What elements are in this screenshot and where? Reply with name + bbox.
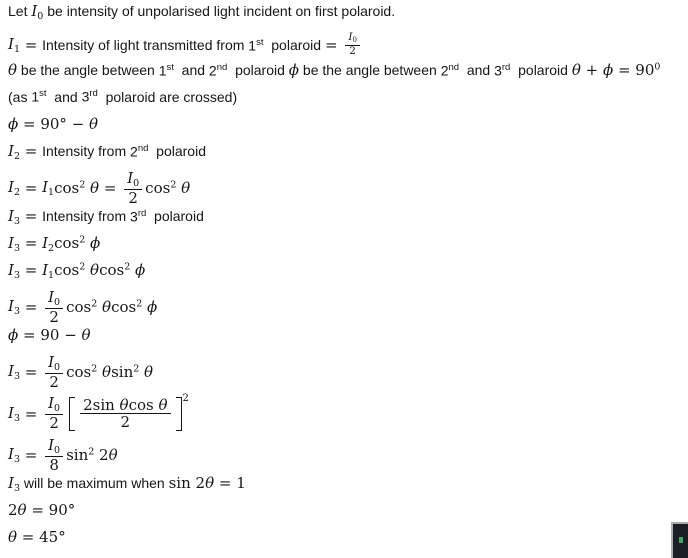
text-run: 3rd (130, 207, 147, 224)
derivation-line-8 (8, 207, 680, 234)
text-run: polaroid (146, 208, 204, 224)
polaroid-derivation-content (8, 2, 680, 555)
fraction (45, 289, 63, 326)
math-token: 2 (120, 413, 131, 431)
math-token: θ (89, 115, 99, 133)
superscript: 2 (79, 261, 86, 273)
text-run: Let (8, 3, 32, 19)
derivation-line-12 (8, 326, 680, 353)
subscript: 0 (352, 36, 357, 45)
math-token: = $90^0$ (613, 61, 661, 79)
math-token: = (19, 142, 43, 160)
math-token: = (19, 179, 43, 197)
fraction (124, 170, 142, 207)
math-token: = 90 − (18, 326, 82, 344)
derivation-line-11 (8, 288, 680, 326)
math-token: 2 (49, 372, 59, 391)
math-token: I0 (348, 31, 357, 45)
subscript: 2 (13, 187, 20, 198)
superscript: nd (216, 61, 228, 73)
subscript: 1 (48, 270, 55, 281)
text-run: polaroid (263, 37, 325, 53)
math-token: θ (97, 298, 112, 316)
text-run: and (46, 88, 82, 105)
math-token: = 90° − (18, 115, 90, 133)
superscript: 2 (79, 179, 86, 191)
math-token: θ (85, 179, 100, 197)
math-token: $I_1$ (8, 35, 20, 55)
text-run: polaroid are crossed) (97, 88, 238, 105)
math-token: = (19, 234, 43, 252)
fraction-numerator (345, 32, 360, 45)
math-token: $I_0$ (48, 287, 61, 308)
subscript: 3 (13, 216, 20, 227)
math-token: = 1 (214, 474, 246, 492)
derivation-line-18 (8, 528, 680, 555)
math-token: $\cos^2$ (111, 298, 143, 316)
math-token: $I_0$ (48, 352, 61, 373)
math-token: θ (81, 326, 91, 344)
superscript: nd (137, 142, 149, 154)
superscript: st (166, 61, 174, 73)
fraction-numerator (45, 437, 63, 456)
math-token: ϕ (85, 234, 101, 252)
math-token: $I_3$ (8, 403, 20, 424)
math-token: θ (85, 261, 100, 279)
text-run: 1st (248, 36, 264, 54)
text-run: (as (8, 88, 32, 105)
subscript: 0 (54, 403, 61, 415)
math-token: 2 (349, 45, 356, 58)
math-token: = 90° (26, 501, 76, 519)
math-token: θ (8, 61, 18, 79)
fraction-numerator (45, 289, 63, 308)
subscript: 1 (13, 44, 20, 55)
math-token: $I_1$ (42, 261, 55, 281)
math-token: 2 (49, 307, 59, 326)
superscript: 2 (170, 179, 177, 191)
derivation-line-6 (8, 142, 680, 169)
fraction-numerator (80, 397, 170, 414)
fraction (80, 397, 170, 431)
superscript: 2 (91, 363, 98, 375)
derivation-line-17 (8, 501, 680, 528)
math-token: $\sin^2$ (66, 446, 95, 464)
fraction (45, 395, 63, 432)
text-run: be intensity of unpolarised light incident on first polaroid. (43, 3, 396, 19)
math-token: θ (176, 179, 191, 197)
superscript: 2 (124, 261, 131, 273)
math-token: ϕ (288, 61, 300, 79)
math-token: cos (128, 395, 159, 414)
math-token: 2 (94, 446, 109, 464)
fraction-denominator (46, 309, 62, 326)
subscript: 1 (48, 187, 55, 198)
math-token: $I_2$ (8, 142, 20, 162)
math-token: θ (205, 474, 215, 492)
math-token: $I_3$ (8, 297, 20, 317)
math-token: $I_3$ (8, 207, 20, 227)
math-token: $I_2$ (8, 178, 20, 198)
subscript: 2 (48, 243, 55, 254)
superscript: st (39, 88, 47, 99)
bracket-content (75, 397, 175, 431)
superscript: 2 (133, 363, 140, 375)
math-token: sin 2 (168, 474, 206, 492)
fraction-denominator (125, 190, 141, 207)
math-token: $I_0$ (127, 168, 140, 189)
superscript: rd (89, 88, 98, 99)
bracketed-expression (69, 392, 189, 431)
math-token: 2 (8, 501, 18, 519)
math-token: $I_0$ (48, 394, 61, 415)
subscript: 3 (13, 306, 20, 317)
text-run: 2nd (130, 142, 149, 159)
derivation-line-4 (8, 88, 680, 115)
math-token: $\cos^2$ (66, 298, 98, 316)
text-run: Intensity of light transmitted from (42, 37, 249, 53)
math-token: ϕ (130, 261, 146, 279)
superscript: rd (137, 207, 147, 219)
text-run: polaroid (227, 62, 289, 78)
subscript: 3 (13, 454, 20, 465)
fraction-denominator (118, 414, 134, 431)
math-token: $\sin^2$ (111, 363, 140, 381)
text-run: polaroid (510, 62, 572, 78)
fraction (45, 437, 63, 474)
derivation-line-10 (8, 261, 680, 288)
math-token: = (19, 36, 43, 54)
subscript: 3 (13, 412, 20, 424)
math-token: = (19, 298, 43, 316)
text-run: 3rd (494, 61, 511, 78)
math-token: ϕ (8, 115, 19, 133)
math-token: 8 (49, 455, 59, 474)
math-token: $I_2$ (42, 234, 55, 254)
subscript: 2 (13, 151, 20, 162)
derivation-line-14 (8, 391, 680, 436)
text-run: Intensity from (42, 143, 131, 159)
fraction-numerator (45, 354, 63, 373)
subscript: 3 (13, 483, 20, 494)
math-token: = (19, 363, 43, 381)
right-square-bracket (176, 397, 182, 431)
text-run: 1st (31, 88, 47, 105)
math-token: θ (119, 395, 129, 414)
math-token: = (99, 179, 122, 197)
text-run: and (173, 62, 209, 78)
text-run: 2nd (440, 61, 460, 78)
derivation-line-13 (8, 353, 680, 391)
subscript: 3 (13, 243, 20, 254)
math-token: $I_3$ (8, 445, 20, 465)
math-token: = 45° (17, 528, 66, 546)
math-token: ϕ (142, 298, 158, 316)
derivation-line-2 (8, 29, 680, 61)
math-token: $\cos^2$ (54, 179, 86, 197)
math-token: θ (97, 363, 112, 381)
subscript: 0 (37, 11, 44, 22)
math-token: = (19, 261, 43, 279)
derivation-line-7 (8, 169, 680, 207)
derivation-line-9 (8, 234, 680, 261)
green-dot (679, 537, 683, 543)
derivation-line-16 (8, 474, 680, 501)
math-token: $I_1$ (42, 178, 55, 198)
math-token: $I_0$ (48, 435, 61, 456)
math-token: θ (158, 395, 168, 414)
math-token: θ (571, 61, 581, 79)
math-token: $\cos^2$ (66, 363, 98, 381)
math-token: $\cos^2$ (54, 261, 86, 279)
math-token: ϕ (602, 61, 614, 79)
superscript: nd (448, 61, 460, 73)
fraction-numerator (45, 395, 63, 414)
derivation-line-3 (8, 61, 680, 88)
math-token: = (324, 36, 343, 54)
superscript: 2 (88, 446, 95, 458)
math-token: $I_3$ (8, 234, 20, 254)
math-token: 2 (49, 414, 59, 433)
math-token: $\cos^2$ (145, 179, 177, 197)
math-token: θ (8, 528, 18, 546)
superscript: 0 (654, 61, 661, 73)
superscript: 2 (136, 298, 143, 310)
superscript: 2 (79, 234, 86, 246)
fraction-denominator (46, 374, 62, 391)
fraction (45, 354, 63, 391)
math-token: $I_3$ (8, 362, 20, 382)
subscript: 3 (13, 371, 20, 382)
math-token: = (19, 207, 43, 225)
math-token: = (19, 404, 43, 423)
text-run: 1st (158, 61, 174, 78)
superscript: st (256, 36, 264, 48)
derivation-line-1 (8, 2, 680, 29)
subscript: 3 (13, 270, 20, 281)
derivation-line-15 (8, 436, 680, 474)
math-token: $I_3$ (8, 474, 20, 494)
fraction-denominator (46, 457, 62, 474)
subscript: 0 (54, 296, 61, 308)
corner-overlay-widget[interactable] (671, 522, 688, 558)
text-run: be the angle between (17, 62, 159, 78)
math-token: θ (108, 446, 118, 464)
text-run: Intensity from (42, 208, 131, 224)
fraction-denominator (346, 46, 359, 58)
math-token: + (580, 61, 603, 79)
text-run: 2nd (208, 61, 228, 78)
text-run: 3rd (81, 88, 98, 105)
derivation-line-5 (8, 115, 680, 142)
math-token: 2 (128, 188, 138, 207)
fraction-denominator (46, 415, 62, 432)
math-token: $\cos^2$ (54, 234, 86, 252)
math-token: $I_0$ (31, 2, 44, 22)
math-token: $\cos^2$ (99, 261, 131, 279)
exponent: 2 (182, 392, 189, 404)
fraction-numerator (124, 170, 142, 189)
superscript: rd (501, 61, 511, 73)
math-token: = (19, 446, 43, 464)
text-run: and (459, 62, 495, 78)
math-token: 2sin (83, 395, 120, 414)
superscript: 2 (91, 298, 98, 310)
math-token: θ (139, 363, 154, 381)
math-token: $I_3$ (8, 261, 20, 281)
math-token: θ (17, 501, 27, 519)
fraction (345, 32, 360, 57)
math-token: ϕ (8, 326, 19, 344)
subscript: 0 (54, 444, 61, 456)
subscript: 0 (133, 177, 140, 189)
text-run: be the angle between (299, 62, 441, 78)
subscript: 0 (54, 361, 61, 373)
text-run: polaroid (148, 143, 206, 159)
text-run: will be maximum when (19, 475, 169, 491)
